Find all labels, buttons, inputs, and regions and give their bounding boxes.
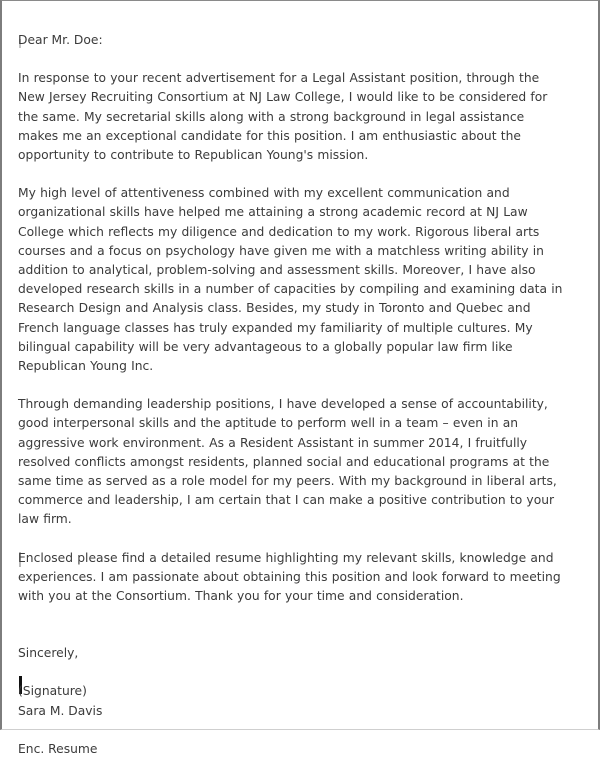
valediction: Sincerely, bbox=[18, 646, 79, 661]
document-body bbox=[18, 31, 566, 759]
spacer bbox=[18, 663, 566, 682]
paragraph-4: Enclosed please find a detailed resume highlighting my relevant skills, knowledge and experiences. I am passionate about obtaining this position and look forward to meeting with you at the Consortium. Thank you for your time and consideration. bbox=[18, 550, 561, 604]
spacer bbox=[18, 625, 566, 644]
spacer bbox=[18, 50, 566, 69]
enclosure-note: Enc. Resume bbox=[18, 741, 98, 756]
spacer bbox=[18, 530, 566, 549]
spacer bbox=[18, 721, 566, 740]
paragraph-2: My high level of attentiveness combined with my excellent communication and organizational skills have helped me attaining a strong academic record at NJ Law College which reflects my diligence and dedication to my work. Rigorous liberal arts courses and a focus on psychology have given me with a matchless writing ability in addition to analytical, problem-solving and assessment skills. Moreover, I have also developed research skills in a number of capacities by compiling and examining data in Research Design and Analysis class. Besides, my study in Toronto and Quebec and French language classes has truly expanded my familiarity of multiple cultures. My bilingual capability will be very advantageous to a globally popular law firm like Republican Young Inc. bbox=[18, 186, 563, 374]
paragraph-1: In response to your recent advertisement for a Legal Assistant position, through the New Jersey Recruiting Consortium at NJ Law College, I would like to be considered for the same. My secretarial skills along with a strong background in legal assistance makes me an exceptional candidate for this position. I am enthusiastic about the opportunity to contribute to Republican Young's mission. bbox=[18, 71, 548, 163]
spacer bbox=[18, 376, 566, 395]
paragraph-3: Through demanding leadership positions, I have developed a sense of accountability, good interpersonal skills and the aptitude to perform well in a team – even in an aggressive work environment. As a Resident Assistant in summer 2014, I fruitfully resolved conflicts amongst residents, planned social and educational programs at the same time as served as a role model for my peers. With my background in liberal arts, commerce and leadership, I am certain that I can make a positive contribution to your law firm. bbox=[18, 397, 557, 527]
salutation: Dear Mr. Doe: bbox=[18, 33, 103, 47]
signature-placeholder: (Signature) bbox=[18, 684, 87, 699]
sender-name: Sara M. Davis bbox=[18, 703, 103, 718]
spacer bbox=[18, 606, 566, 625]
spacer bbox=[18, 165, 566, 184]
